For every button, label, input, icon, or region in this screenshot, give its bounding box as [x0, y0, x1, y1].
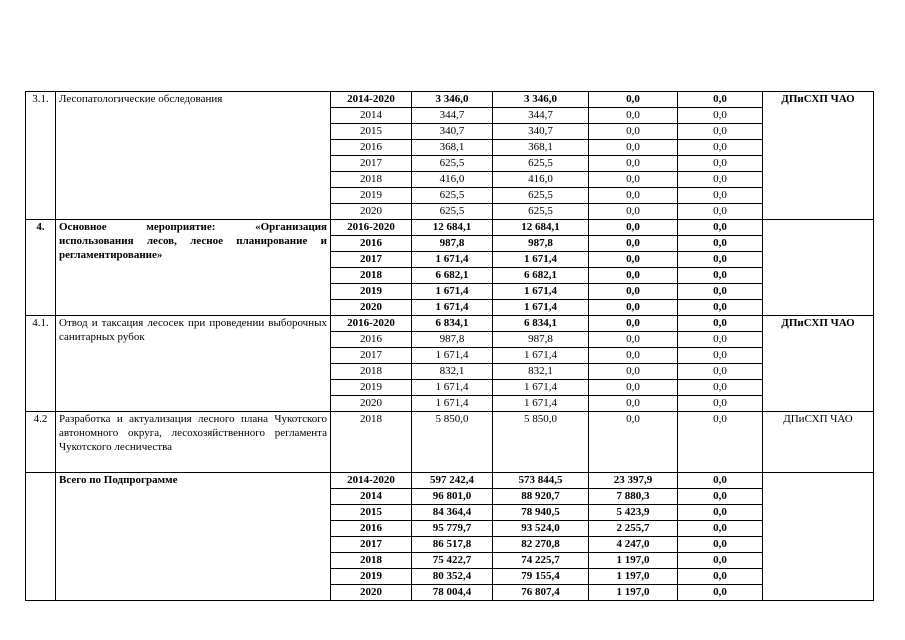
period-cell: 2018	[331, 553, 412, 569]
federal-budget-cell: 0,0	[589, 220, 678, 236]
okrug-budget-cell: 625,5	[493, 204, 589, 220]
total-cell: 344,7	[412, 108, 493, 124]
other-sources-cell: 0,0	[678, 300, 763, 316]
period-cell: 2020	[331, 396, 412, 412]
total-cell: 987,8	[412, 236, 493, 252]
federal-budget-cell: 0,0	[589, 284, 678, 300]
okrug-budget-cell: 12 684,1	[493, 220, 589, 236]
federal-budget-cell: 4 247,0	[589, 537, 678, 553]
period-cell: 2016	[331, 521, 412, 537]
okrug-budget-cell: 368,1	[493, 140, 589, 156]
okrug-budget-cell: 987,8	[493, 332, 589, 348]
section-number: 4.	[26, 220, 56, 316]
other-sources-cell: 0,0	[678, 108, 763, 124]
responsible-executor	[763, 220, 874, 316]
total-cell: 6 682,1	[412, 268, 493, 284]
total-cell: 96 801,0	[412, 489, 493, 505]
section-number: 3.1.	[26, 92, 56, 220]
table-row	[26, 316, 874, 332]
other-sources-cell: 0,0	[678, 204, 763, 220]
period-cell: 2019	[331, 284, 412, 300]
okrug-budget-cell: 79 155,4	[493, 569, 589, 585]
okrug-budget-cell: 1 671,4	[493, 252, 589, 268]
okrug-budget-cell: 832,1	[493, 364, 589, 380]
other-sources-cell: 0,0	[678, 188, 763, 204]
total-cell: 1 671,4	[412, 252, 493, 268]
okrug-budget-cell: 88 920,7	[493, 489, 589, 505]
other-sources-cell: 0,0	[678, 268, 763, 284]
federal-budget-cell: 0,0	[589, 300, 678, 316]
other-sources-cell: 0,0	[678, 252, 763, 268]
okrug-budget-cell: 1 671,4	[493, 348, 589, 364]
other-sources-cell: 0,0	[678, 332, 763, 348]
total-cell: 597 242,4	[412, 473, 493, 489]
other-sources-cell: 0,0	[678, 220, 763, 236]
federal-budget-cell: 0,0	[589, 124, 678, 140]
other-sources-cell: 0,0	[678, 473, 763, 489]
section-number: 4.1.	[26, 316, 56, 412]
total-cell: 1 671,4	[412, 284, 493, 300]
federal-budget-cell: 0,0	[589, 156, 678, 172]
other-sources-cell: 0,0	[678, 236, 763, 252]
period-cell: 2019	[331, 569, 412, 585]
federal-budget-cell: 0,0	[589, 412, 678, 473]
total-cell: 12 684,1	[412, 220, 493, 236]
section-title: Разработка и актуализация лесного плана Чукотского автономного округа, лесохозяйственного регламента Чукотского лесничества	[56, 412, 331, 473]
total-cell: 75 422,7	[412, 553, 493, 569]
federal-budget-cell: 0,0	[589, 364, 678, 380]
total-cell: 95 779,7	[412, 521, 493, 537]
other-sources-cell: 0,0	[678, 348, 763, 364]
total-cell: 987,8	[412, 332, 493, 348]
section-number	[26, 473, 56, 601]
okrug-budget-cell: 78 940,5	[493, 505, 589, 521]
total-cell: 625,5	[412, 188, 493, 204]
okrug-budget-cell: 6 682,1	[493, 268, 589, 284]
period-cell: 2018	[331, 412, 412, 473]
total-cell: 1 671,4	[412, 300, 493, 316]
federal-budget-cell: 0,0	[589, 140, 678, 156]
period-cell: 2016	[331, 332, 412, 348]
okrug-budget-cell: 76 807,4	[493, 585, 589, 601]
total-cell: 1 671,4	[412, 396, 493, 412]
period-cell: 2014	[331, 489, 412, 505]
okrug-budget-cell: 416,0	[493, 172, 589, 188]
okrug-budget-cell: 344,7	[493, 108, 589, 124]
period-cell: 2017	[331, 252, 412, 268]
federal-budget-cell: 0,0	[589, 188, 678, 204]
period-cell: 2018	[331, 268, 412, 284]
other-sources-cell: 0,0	[678, 92, 763, 108]
other-sources-cell: 0,0	[678, 396, 763, 412]
other-sources-cell: 0,0	[678, 521, 763, 537]
total-cell: 625,5	[412, 156, 493, 172]
other-sources-cell: 0,0	[678, 124, 763, 140]
other-sources-cell: 0,0	[678, 140, 763, 156]
other-sources-cell: 0,0	[678, 412, 763, 473]
period-cell: 2018	[331, 364, 412, 380]
okrug-budget-cell: 1 671,4	[493, 396, 589, 412]
period-cell: 2019	[331, 188, 412, 204]
federal-budget-cell: 0,0	[589, 252, 678, 268]
period-cell: 2017	[331, 156, 412, 172]
okrug-budget-cell: 1 671,4	[493, 380, 589, 396]
section-title: Всего по Подпрограмме	[56, 473, 331, 601]
section-number: 4.2	[26, 412, 56, 473]
responsible-executor: ДПиСХП ЧАО	[763, 92, 874, 220]
responsible-executor	[763, 473, 874, 601]
period-cell: 2019	[331, 380, 412, 396]
other-sources-cell: 0,0	[678, 284, 763, 300]
total-cell: 340,7	[412, 124, 493, 140]
total-cell: 3 346,0	[412, 92, 493, 108]
period-cell: 2020	[331, 300, 412, 316]
table-row	[26, 473, 874, 489]
other-sources-cell: 0,0	[678, 569, 763, 585]
total-cell: 78 004,4	[412, 585, 493, 601]
federal-budget-cell: 0,0	[589, 396, 678, 412]
other-sources-cell: 0,0	[678, 537, 763, 553]
other-sources-cell: 0,0	[678, 380, 763, 396]
okrug-budget-cell: 625,5	[493, 188, 589, 204]
period-cell: 2015	[331, 124, 412, 140]
federal-budget-cell: 0,0	[589, 236, 678, 252]
other-sources-cell: 0,0	[678, 585, 763, 601]
total-cell: 86 517,8	[412, 537, 493, 553]
program-table	[25, 91, 874, 601]
section-title: Отвод и таксация лесосек при проведении выборочных санитарных рубок	[56, 316, 331, 412]
period-cell: 2014-2020	[331, 92, 412, 108]
section-title: Основное мероприятие: «Организация использования лесов, лесное планирование и регламентирование»	[56, 220, 331, 316]
other-sources-cell: 0,0	[678, 172, 763, 188]
federal-budget-cell: 0,0	[589, 172, 678, 188]
other-sources-cell: 0,0	[678, 316, 763, 332]
federal-budget-cell: 1 197,0	[589, 553, 678, 569]
okrug-budget-cell: 93 524,0	[493, 521, 589, 537]
total-cell: 1 671,4	[412, 380, 493, 396]
federal-budget-cell: 0,0	[589, 268, 678, 284]
period-cell: 2014-2020	[331, 473, 412, 489]
table-row	[26, 412, 874, 473]
federal-budget-cell: 0,0	[589, 108, 678, 124]
responsible-executor: ДПиСХП ЧАО	[763, 412, 874, 473]
other-sources-cell: 0,0	[678, 489, 763, 505]
okrug-budget-cell: 3 346,0	[493, 92, 589, 108]
federal-budget-cell: 0,0	[589, 332, 678, 348]
total-cell: 84 364,4	[412, 505, 493, 521]
section-title: Лесопатологические обследования	[56, 92, 331, 220]
responsible-executor: ДПиСХП ЧАО	[763, 316, 874, 412]
federal-budget-cell: 0,0	[589, 204, 678, 220]
period-cell: 2016	[331, 236, 412, 252]
okrug-budget-cell: 573 844,5	[493, 473, 589, 489]
period-cell: 2020	[331, 204, 412, 220]
period-cell: 2016	[331, 140, 412, 156]
federal-budget-cell: 2 255,7	[589, 521, 678, 537]
federal-budget-cell: 0,0	[589, 316, 678, 332]
period-cell: 2017	[331, 537, 412, 553]
other-sources-cell: 0,0	[678, 505, 763, 521]
other-sources-cell: 0,0	[678, 553, 763, 569]
okrug-budget-cell: 74 225,7	[493, 553, 589, 569]
total-cell: 1 671,4	[412, 348, 493, 364]
federal-budget-cell: 23 397,9	[589, 473, 678, 489]
period-cell: 2020	[331, 585, 412, 601]
table-body	[26, 92, 874, 601]
total-cell: 368,1	[412, 140, 493, 156]
federal-budget-cell: 0,0	[589, 348, 678, 364]
total-cell: 625,5	[412, 204, 493, 220]
period-cell: 2015	[331, 505, 412, 521]
federal-budget-cell: 0,0	[589, 380, 678, 396]
total-cell: 5 850,0	[412, 412, 493, 473]
okrug-budget-cell: 987,8	[493, 236, 589, 252]
federal-budget-cell: 5 423,9	[589, 505, 678, 521]
okrug-budget-cell: 6 834,1	[493, 316, 589, 332]
other-sources-cell: 0,0	[678, 364, 763, 380]
period-cell: 2018	[331, 172, 412, 188]
total-cell: 832,1	[412, 364, 493, 380]
okrug-budget-cell: 5 850,0	[493, 412, 589, 473]
federal-budget-cell: 1 197,0	[589, 585, 678, 601]
okrug-budget-cell: 625,5	[493, 156, 589, 172]
okrug-budget-cell: 340,7	[493, 124, 589, 140]
okrug-budget-cell: 82 270,8	[493, 537, 589, 553]
okrug-budget-cell: 1 671,4	[493, 284, 589, 300]
period-cell: 2014	[331, 108, 412, 124]
federal-budget-cell: 0,0	[589, 92, 678, 108]
total-cell: 80 352,4	[412, 569, 493, 585]
period-cell: 2016-2020	[331, 316, 412, 332]
federal-budget-cell: 1 197,0	[589, 569, 678, 585]
period-cell: 2016-2020	[331, 220, 412, 236]
table-row	[26, 92, 874, 108]
table-row	[26, 220, 874, 236]
okrug-budget-cell: 1 671,4	[493, 300, 589, 316]
total-cell: 416,0	[412, 172, 493, 188]
other-sources-cell: 0,0	[678, 156, 763, 172]
period-cell: 2017	[331, 348, 412, 364]
total-cell: 6 834,1	[412, 316, 493, 332]
federal-budget-cell: 7 880,3	[589, 489, 678, 505]
